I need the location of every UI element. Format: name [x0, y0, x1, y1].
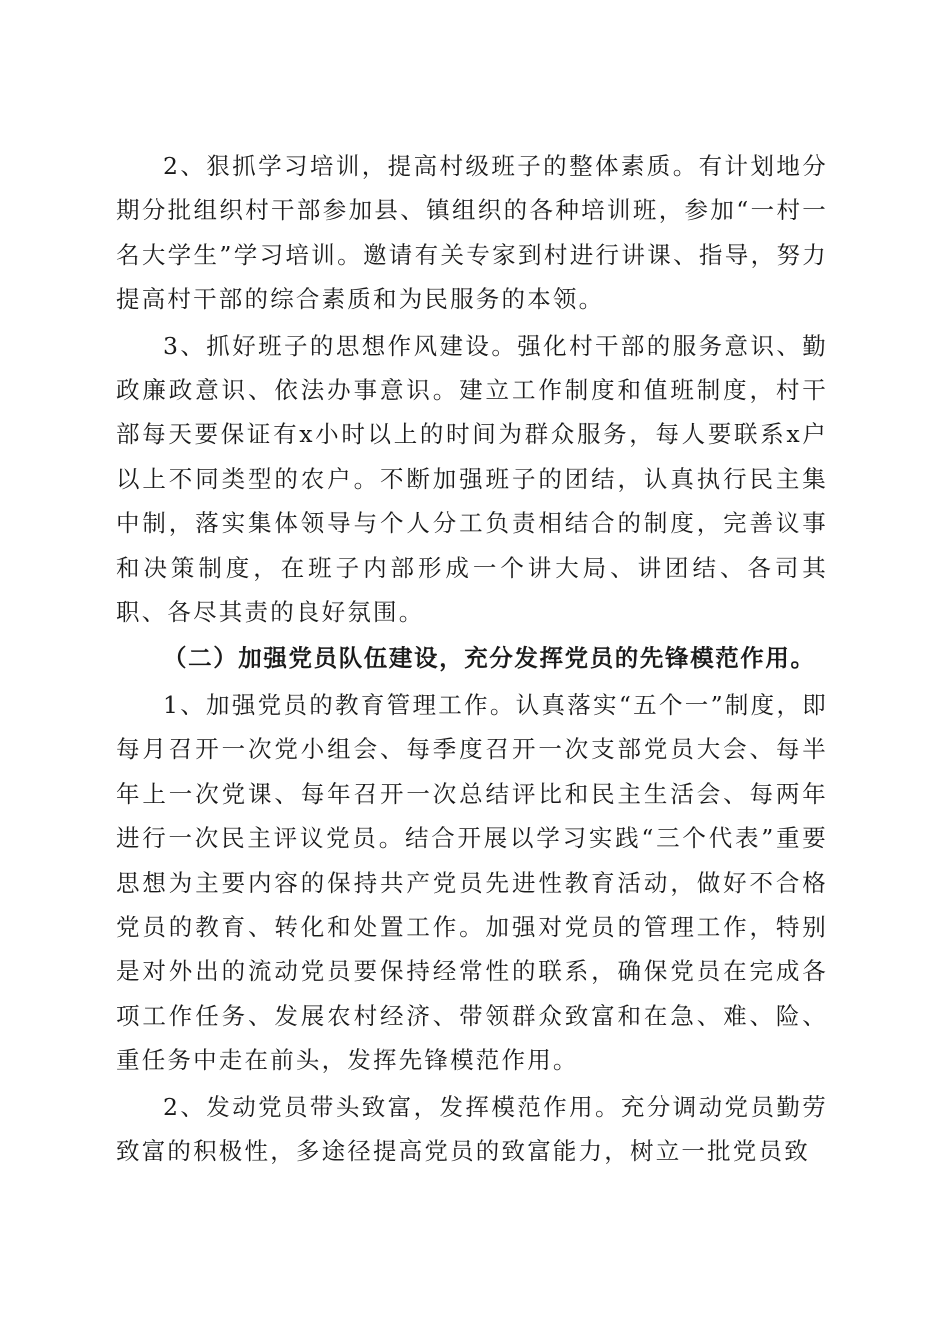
paragraph-work-style: 3、抓好班子的思想作风建设。强化村干部的服务意识、勤政廉政意识、依法办事意识。建立工作制度和值班制度，村干部每天要保证有x小时以上的时间为群众服务，每人要联系x户以上不同类型的农户。不断加强班子的团结，认真执行民主集中制，落实集体领导与个人分工负责相结合的制度，完善议事和决策制度，在班子内部形成一个讲大局、讲团结、各司其职、各尽其责的良好氛围。: [116, 331, 828, 627]
paragraph-education-management: 1、加强党员的教育管理工作。认真落实“五个一”制度，即每月召开一次党小组会、每季度召开一次支部党员大会、每半年上一次党课、每年召开一次总结评比和民主生活会、每两年进行一次民主评议党员。结合开展以学习实践“三个代表”重要思想为主要内容的保持共产党员先进性教育活动，做好不合格党员的教育、转化和处置工作。加强对党员的管理工作，特别是对外出的流动党员要保持经常性的联系，确保党员在完成各项工作任务、发展农村经济、带领群众致富和在急、难、险、重任务中走在前头，发挥先锋模范作用。: [116, 690, 828, 1075]
document-body: [116, 144, 828, 1173]
section-heading-party-members: （二）加强党员队伍建设，充分发挥党员的先锋模范作用。: [163, 644, 816, 673]
paragraph-training: 2、狠抓学习培训，提高村级班子的整体素质。有计划地分期分批组织村干部参加县、镇组织的各种培训班，参加“一村一名大学生”学习培训。邀请有关专家到村进行讲课、指导，努力提高村干部的综合素质和为民服务的本领。: [116, 152, 828, 314]
paragraph-lead-prosperity: 2、发动党员带头致富，发挥模范作用。充分调动党员勤劳致富的积极性，多途径提高党员的致富能力，树立一批党员致: [116, 1092, 828, 1165]
